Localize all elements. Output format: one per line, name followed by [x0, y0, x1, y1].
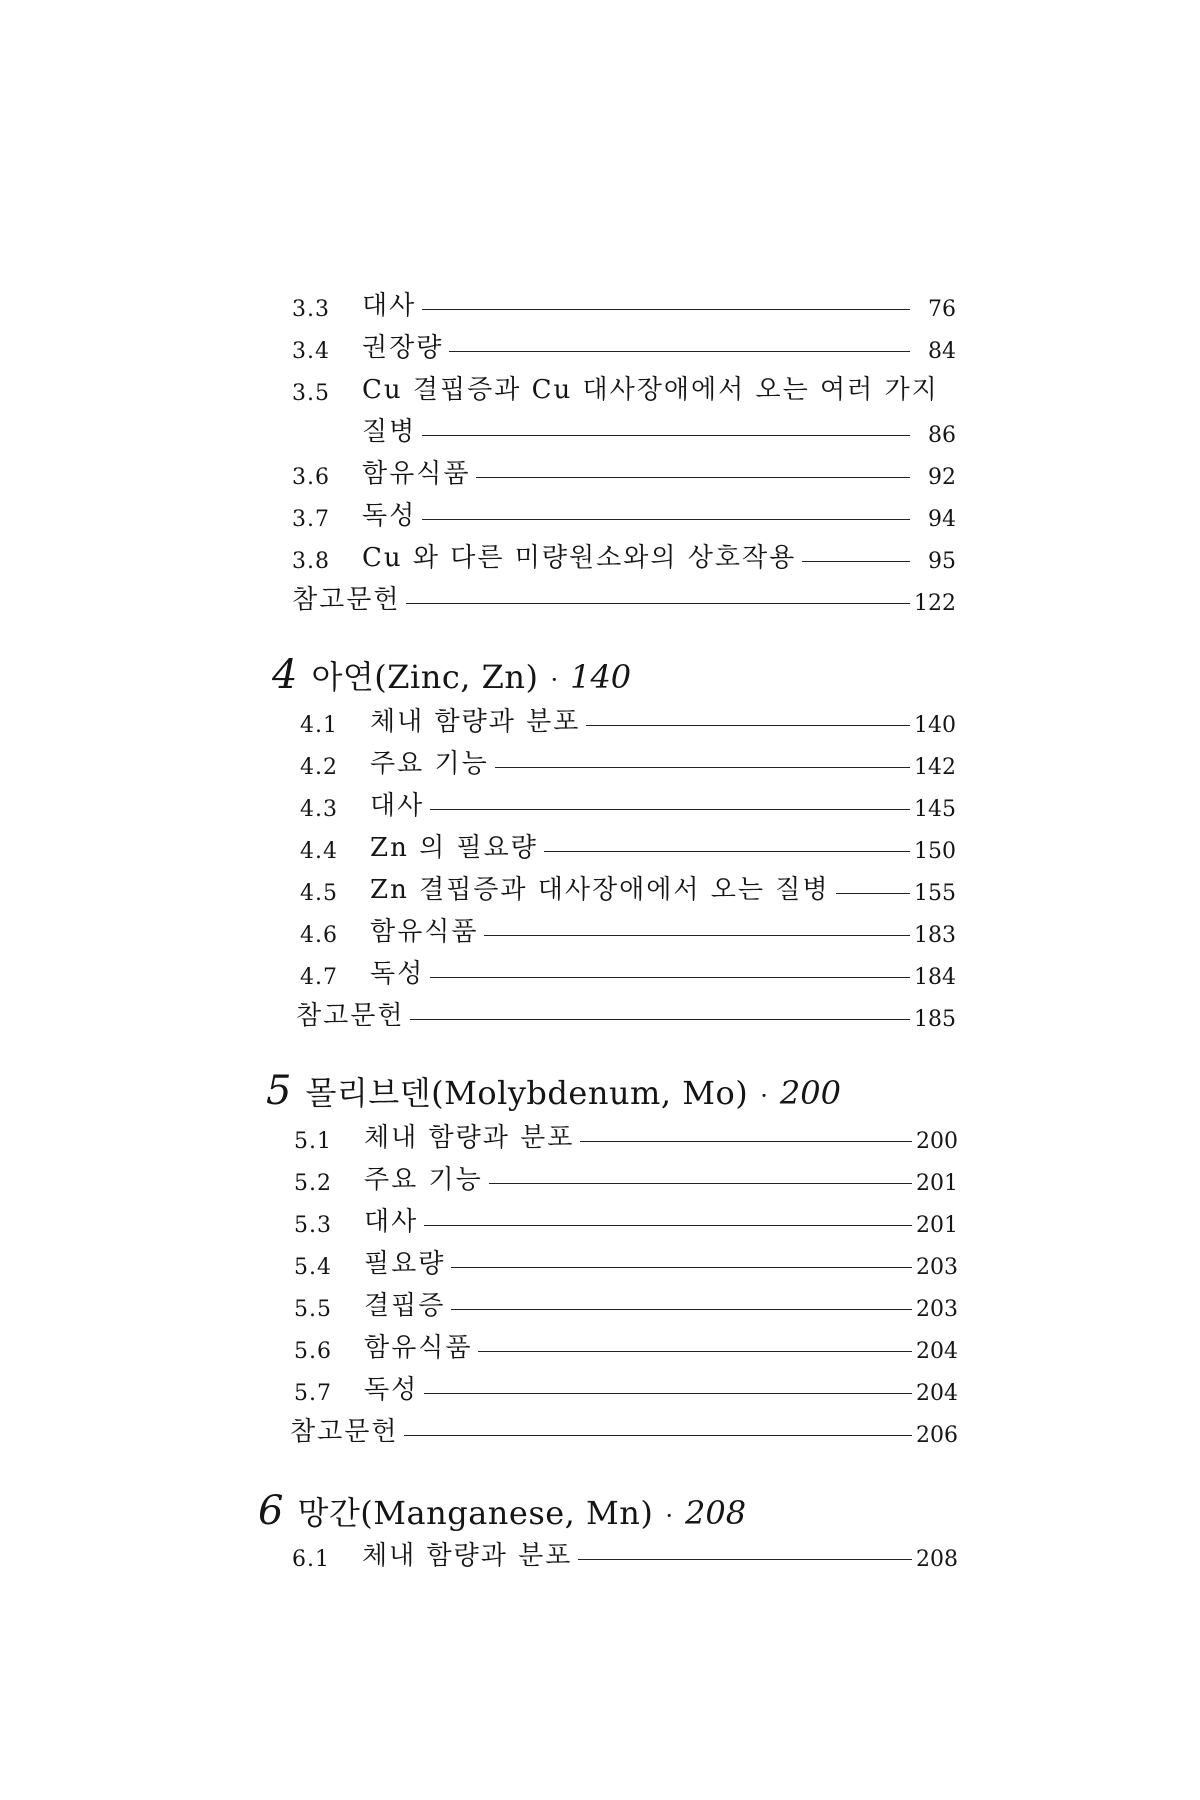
entry-number: 5.2 — [294, 1171, 332, 1196]
entry-number: 3.4 — [292, 339, 330, 364]
entry-page: 140 — [914, 713, 956, 738]
toc-entry[interactable] — [292, 490, 956, 532]
leader-line — [404, 1434, 912, 1436]
entry-page: 206 — [916, 1423, 958, 1448]
entry-page: 204 — [916, 1381, 958, 1406]
leader-line — [544, 850, 910, 852]
leader-line — [476, 476, 910, 478]
entry-number: 4.3 — [300, 797, 338, 822]
toc-entry[interactable] — [292, 532, 956, 574]
chapter-page: 200 — [779, 1074, 841, 1112]
toc-entry[interactable] — [294, 1322, 958, 1364]
entry-title: 함유식품 — [364, 1333, 473, 1363]
entry-number: 3.6 — [292, 465, 330, 490]
entry-title: 필요량 — [364, 1249, 446, 1279]
toc-entry[interactable] — [294, 1154, 958, 1196]
chapter-number: 4 — [272, 652, 298, 698]
entry-title: Cu 와 다른 미량원소와의 상호작용 — [362, 543, 797, 573]
toc-entry[interactable] — [292, 364, 956, 406]
leader-line — [451, 1266, 912, 1268]
chapter-separator: · — [550, 666, 559, 694]
entry-title-continued: 질병 — [362, 417, 417, 447]
entry-title: Zn 결핍증과 대사장애에서 오는 질병 — [370, 875, 830, 905]
toc-entry-continued[interactable] — [362, 406, 956, 448]
toc-entry[interactable] — [292, 448, 956, 490]
entry-page: 145 — [914, 797, 956, 822]
entry-number: 3.7 — [292, 507, 330, 532]
entry-page: 84 — [928, 339, 956, 364]
toc-entry[interactable] — [294, 1364, 958, 1406]
chapter-title: 아연(Zinc, Zn) — [311, 658, 539, 696]
leader-line — [484, 934, 910, 936]
entry-title: 체내 함량과 분포 — [362, 1541, 573, 1571]
toc-entry[interactable] — [292, 280, 956, 322]
entry-title: 함유식품 — [362, 459, 471, 489]
entry-title: 주요 기능 — [364, 1165, 483, 1195]
entry-number: 5.4 — [294, 1255, 332, 1280]
entry-title: 주요 기능 — [370, 749, 489, 779]
chapter-separator: · — [760, 1082, 768, 1110]
entry-number: 5.5 — [294, 1297, 332, 1322]
toc-entry-references[interactable] — [292, 574, 956, 616]
chapter-number: 5 — [266, 1068, 292, 1114]
entry-page: 86 — [928, 423, 956, 448]
chapter-heading[interactable] — [258, 1488, 746, 1534]
entry-page: 208 — [916, 1547, 958, 1572]
toc-entry[interactable] — [292, 322, 956, 364]
entry-number: 4.1 — [300, 713, 338, 738]
toc-entry[interactable] — [300, 948, 956, 990]
entry-title: 독성 — [362, 501, 417, 531]
entry-page: 203 — [916, 1297, 958, 1322]
entry-page: 150 — [914, 839, 956, 864]
toc-entry[interactable] — [294, 1196, 958, 1238]
entry-number: 6.1 — [292, 1547, 330, 1572]
toc-entry[interactable] — [292, 1530, 958, 1572]
leader-line — [422, 434, 910, 436]
entry-page: 94 — [928, 507, 956, 532]
chapter-page: 140 — [570, 658, 632, 696]
toc-entry[interactable] — [300, 906, 956, 948]
entry-number: 4.7 — [300, 965, 338, 990]
entry-number: 3.8 — [292, 549, 330, 574]
leader-line — [451, 1308, 912, 1310]
toc-entry[interactable] — [300, 822, 956, 864]
leader-line — [802, 560, 910, 562]
leader-line — [836, 892, 911, 894]
leader-line — [578, 1558, 912, 1560]
entry-page: 201 — [916, 1171, 958, 1196]
entry-number: 4.5 — [300, 881, 338, 906]
entry-title: 독성 — [370, 959, 425, 989]
toc-entry-references[interactable] — [290, 1406, 958, 1448]
entry-title: 대사 — [362, 291, 417, 321]
leader-line — [586, 724, 910, 726]
entry-title: 체내 함량과 분포 — [370, 707, 581, 737]
entry-number: 5.7 — [294, 1381, 332, 1406]
chapter-title: 망간(Manganese, Mn) — [297, 1494, 654, 1532]
entry-page: 183 — [914, 923, 956, 948]
leader-line — [422, 308, 910, 310]
chapter-heading[interactable] — [272, 652, 631, 698]
entry-title: 대사 — [364, 1207, 419, 1237]
toc-entry-references[interactable] — [296, 990, 956, 1032]
chapter-number: 6 — [258, 1488, 284, 1534]
entry-title: 권장량 — [362, 333, 444, 363]
leader-line — [489, 1182, 912, 1184]
entry-title: 함유식품 — [370, 917, 479, 947]
entry-page: 184 — [914, 965, 956, 990]
chapter-separator: · — [665, 1502, 674, 1530]
toc-entry[interactable] — [300, 780, 956, 822]
entry-title: 결핍증 — [364, 1291, 446, 1321]
entry-title: 참고문헌 — [296, 1001, 405, 1031]
entry-number: 3.3 — [292, 297, 330, 322]
toc-entry[interactable] — [300, 738, 956, 780]
leader-line — [424, 1224, 912, 1226]
chapter-page: 208 — [685, 1494, 747, 1532]
leader-line — [406, 602, 910, 604]
entry-page: 200 — [916, 1129, 958, 1154]
toc-entry[interactable] — [294, 1238, 958, 1280]
entry-title: 독성 — [364, 1375, 419, 1405]
entry-number: 5.3 — [294, 1213, 332, 1238]
toc-entry[interactable] — [294, 1112, 958, 1154]
chapter-heading[interactable] — [266, 1068, 841, 1114]
entry-number: 4.6 — [300, 923, 338, 948]
leader-line — [430, 976, 910, 978]
entry-number: 5.6 — [294, 1339, 332, 1364]
entry-page: 185 — [914, 1007, 956, 1032]
toc-entry[interactable] — [294, 1280, 958, 1322]
entry-number: 5.1 — [294, 1129, 332, 1154]
entry-page: 92 — [928, 465, 956, 490]
entry-number: 4.2 — [300, 755, 338, 780]
entry-title: Zn 의 필요량 — [370, 833, 538, 863]
entry-title: 참고문헌 — [290, 1417, 399, 1447]
entry-page: 142 — [914, 755, 956, 780]
entry-page: 76 — [928, 297, 956, 322]
entry-title: Cu 결핍증과 Cu 대사장애에서 오는 여러 가지 — [362, 375, 939, 405]
entry-title: 대사 — [370, 791, 425, 821]
leader-line — [449, 350, 910, 352]
toc-entry[interactable] — [300, 864, 956, 906]
leader-line — [495, 766, 910, 768]
leader-line — [424, 1392, 912, 1394]
leader-line — [422, 518, 910, 520]
entry-page: 204 — [916, 1339, 958, 1364]
entry-page: 122 — [914, 591, 956, 616]
chapter-title: 몰리브덴(Molybdenum, Mo) — [305, 1074, 749, 1112]
leader-line — [430, 808, 910, 810]
entry-page: 155 — [914, 881, 956, 906]
entry-title: 체내 함량과 분포 — [364, 1123, 575, 1153]
leader-line — [478, 1350, 912, 1352]
entry-page: 203 — [916, 1255, 958, 1280]
toc-entry[interactable] — [300, 696, 956, 738]
entry-page: 201 — [916, 1213, 958, 1238]
entry-title: 참고문헌 — [292, 585, 401, 615]
leader-line — [580, 1140, 912, 1142]
entry-number: 4.4 — [300, 839, 338, 864]
leader-line — [410, 1018, 910, 1020]
entry-page: 95 — [928, 549, 956, 574]
entry-number: 3.5 — [292, 381, 330, 406]
